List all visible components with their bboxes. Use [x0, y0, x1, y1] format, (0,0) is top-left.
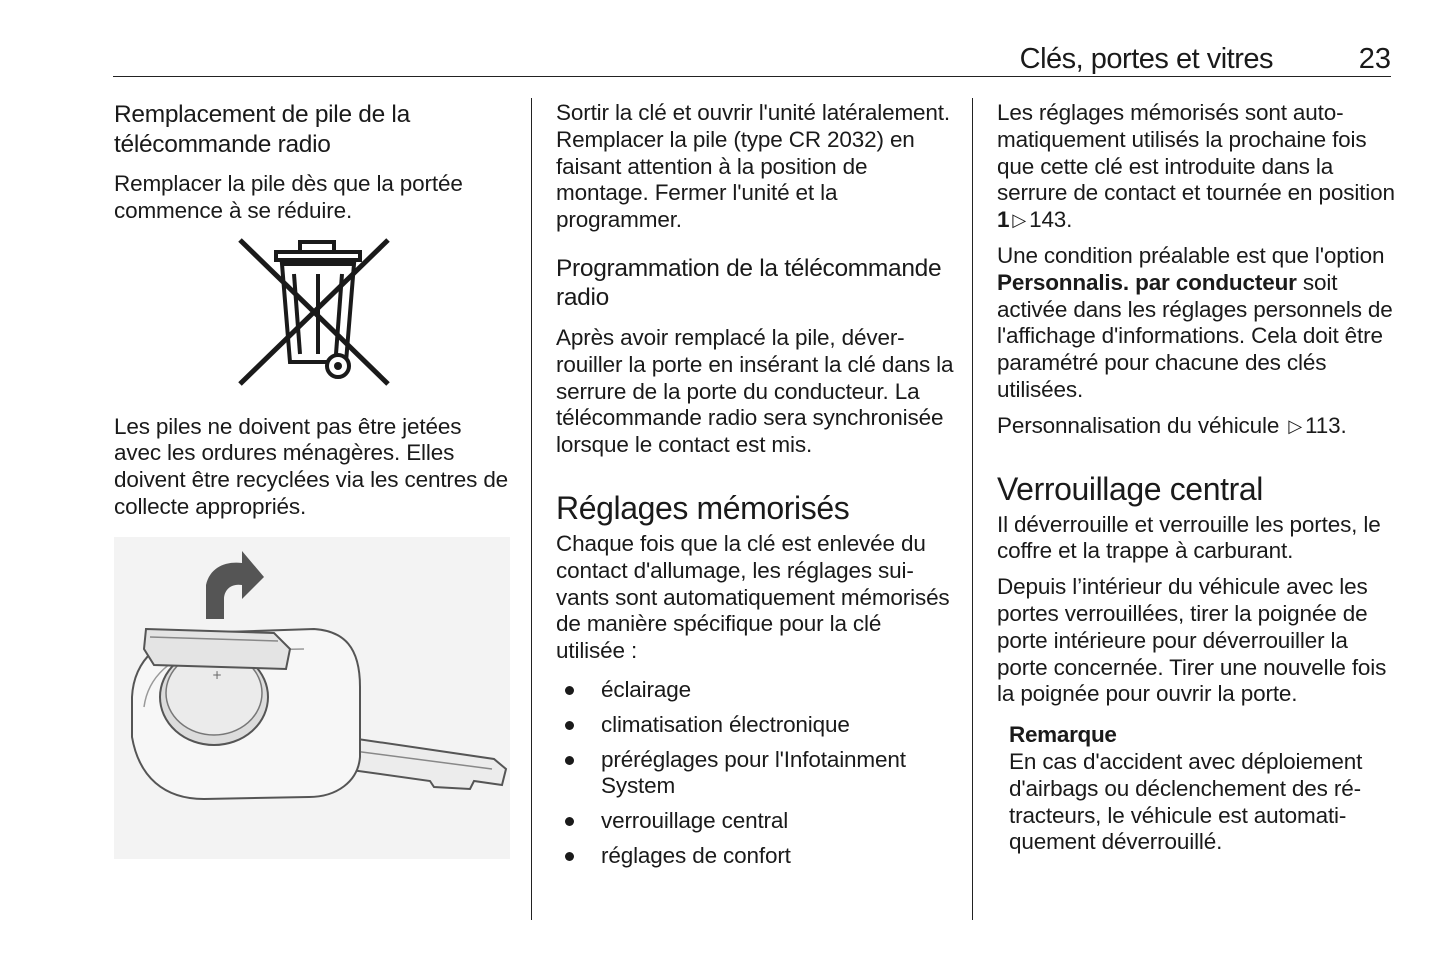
column-3	[997, 100, 1397, 865]
paragraph: Les réglages mémorisés sont automatiquement utilisés la prochaine fois que cette clé est introduite dans la serrure de contact et tournée en position 1 ▷ 143.	[997, 100, 1395, 233]
chapter-heading: Réglages mémorisés	[556, 489, 850, 526]
list-item: éclairage	[556, 677, 956, 704]
key-fob-battery-illustration	[114, 537, 510, 859]
paragraph: Remplacer la pile dès que la portée commence à se réduire.	[114, 171, 463, 223]
page-header	[113, 40, 1391, 77]
bullet-icon	[565, 817, 574, 826]
paragraph: Chaque fois que la clé est enlevée du contact d'allumage, les réglages suivants sont automatiquement mémorisés de manière spécifique pour la clé utilisée :	[556, 530, 950, 664]
paragraph: Les piles ne doivent pas être jetées avec les ordures ménagères. Elles doivent être recyclées via les centres de collecte appropriés.	[114, 413, 509, 519]
column-divider	[972, 98, 973, 920]
section-heading: Remplacement de pile de la télécommande radio	[114, 101, 410, 158]
note-title: Remarque	[1009, 722, 1117, 748]
list-item: préréglages pour l'Infotainment System	[556, 747, 956, 801]
paragraph: Il déverrouille et verrouille les portes, le coffre et la trappe à carburant.	[997, 511, 1381, 564]
settings-list	[556, 677, 956, 870]
page-number: 23	[1358, 43, 1391, 75]
paragraph: Après avoir remplacé la pile, déverrouiller la porte en insérant la clé dans la serrure de la porte du conducteur. La télécommande radio sera synchronisée lorsque le contact est mis.	[556, 324, 954, 458]
page-reference[interactable]: 143.	[1029, 207, 1073, 233]
paragraph: Depuis l’intérieur du véhicule avec les portes verrouillées, tirer la poignée de porte intérieure pour déverrouiller la porte concernée. Tirer une nouvelle fois la poignée pour ouvrir la porte.	[997, 574, 1387, 707]
list-item: verrouillage central	[556, 808, 956, 835]
page-reference[interactable]: 113.	[1305, 412, 1347, 438]
paragraph: Personnalisation du véhicule ▷ 113.	[997, 412, 1347, 438]
arrow-reference-icon[interactable]: ▷	[1012, 210, 1027, 231]
list-item: climatisation électronique	[556, 712, 956, 739]
bullet-icon	[565, 852, 574, 861]
paragraph: Sortir la clé et ouvrir l'unité latéralement. Remplacer la pile (type CR 2032) en faisant attention à la position de montage. Fermer l'unité et la programmer.	[556, 100, 950, 233]
column-2	[556, 100, 956, 878]
note-text: En cas d'accident avec déploiement d'airbags ou déclenchement des rétracteurs, le véhicule est automatiquement déverrouillé.	[1009, 748, 1363, 855]
bullet-icon	[565, 686, 574, 695]
note-box	[1009, 722, 1397, 856]
chapter-heading: Verrouillage central	[997, 470, 1263, 507]
crossed-out-bin-icon	[114, 234, 514, 394]
bullet-icon	[565, 721, 574, 730]
bullet-icon	[565, 756, 574, 765]
section-title: Clés, portes et vitres	[1019, 43, 1273, 75]
section-heading: Programmation de la télécommande radio	[556, 254, 942, 312]
ignition-position: 1	[997, 207, 1010, 233]
list-item: réglages de confort	[556, 843, 956, 870]
menu-option: Personnalis. par conducteur	[997, 269, 1297, 295]
arrow-reference-icon[interactable]: ▷	[1288, 415, 1303, 436]
svg-text:+: +	[212, 667, 223, 682]
paragraph: Une condition préalable est que l'option Personnalis. par conducteur soit activée dans les réglages personnels de l'affichage d'informations. Cela doit être paramétré pour chacune des clés utilisées.	[997, 242, 1393, 402]
column-1	[114, 100, 514, 859]
column-divider	[531, 98, 532, 920]
